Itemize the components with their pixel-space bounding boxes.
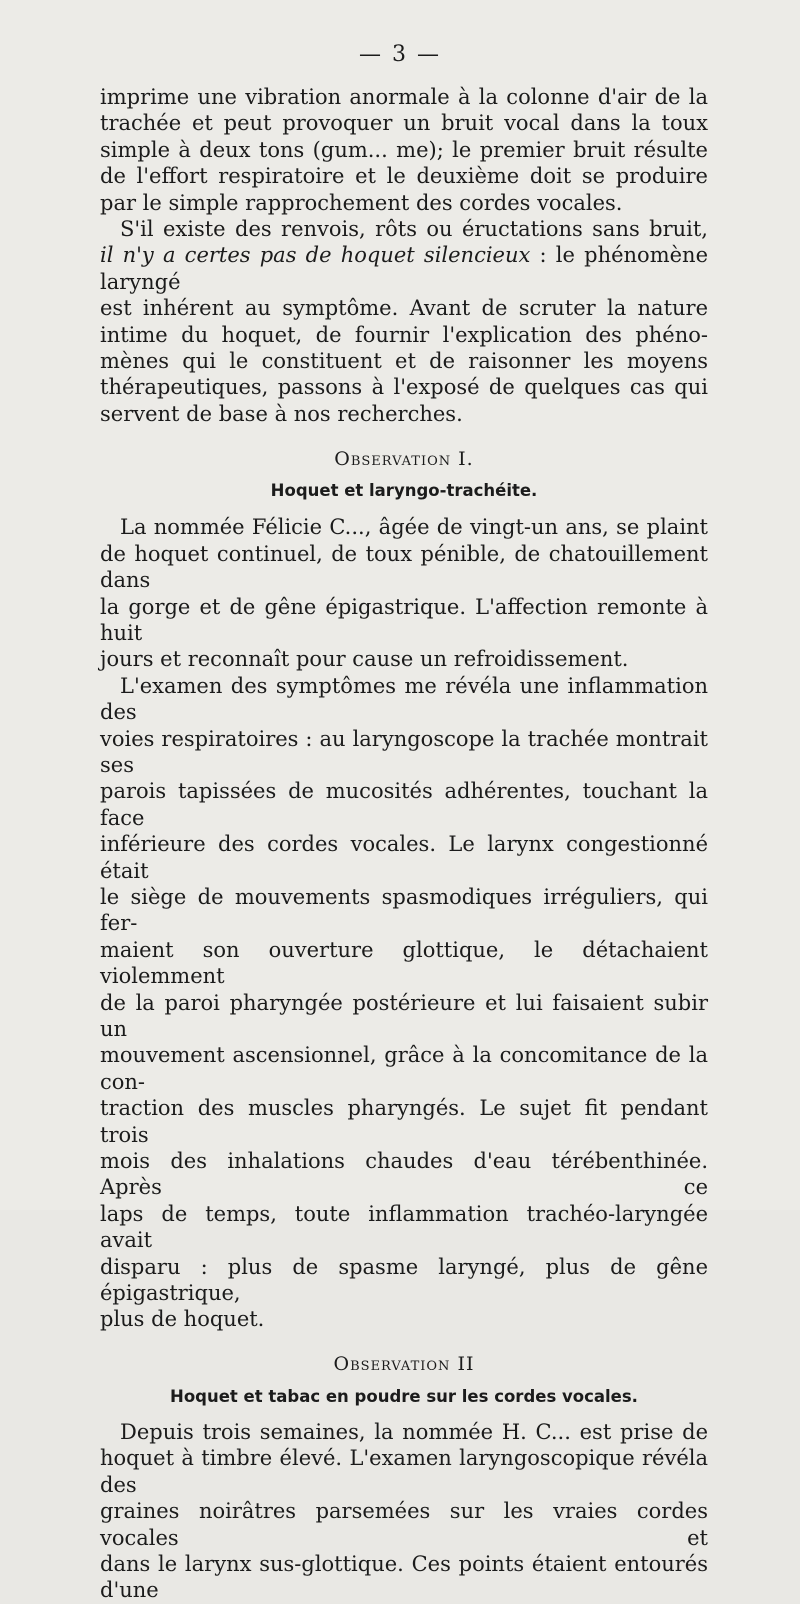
text-line: le siège de mouvements spasmodiques irréguliers, qui fer- (100, 884, 708, 936)
intro-paragraph-1 (100, 84, 708, 216)
text-line: inférieure des cordes vocales. Le larynx congestionné était (100, 832, 708, 883)
text-line: S'il existe des renvois, rôts ou éructations sans bruit, (120, 217, 708, 242)
text-line: plus de hoquet. (100, 1307, 265, 1332)
text-line: de la paroi pharyngée postérieure et lui faisaient subir un (100, 990, 708, 1041)
observation-2-heading: Observation II (333, 1352, 475, 1375)
text-line: de l'effort respiratoire et le deuxième doit se produire (100, 164, 708, 189)
observation-2-paragraph-1 (100, 1419, 708, 1604)
observation-2-subtitle: Hoquet et tabac en poudre sur les cordes vocales. (170, 1386, 638, 1406)
text-line: La nommée Félicie C..., âgée de vingt-un ans, se plaint (120, 515, 708, 540)
text-line-with-emphasis: il n'y a certes pas de hoquet silencieux : le phénomène laryngé (100, 243, 708, 294)
text-line: mois des inhalations chaudes d'eau térébenthinée. Après ce (100, 1149, 708, 1200)
text-line: est inhérent au symptôme. Avant de scruter la nature (100, 296, 708, 321)
text-line: laps de temps, toute inflammation trachéo-laryngée avait (100, 1201, 708, 1253)
text-line: trachée et peut provoquer un bruit vocal dans la toux (100, 111, 708, 136)
observation-1-paragraph-2 (100, 673, 708, 1333)
text-line: disparu : plus de spasme laryngé, plus de gêne épigastrique, (100, 1254, 708, 1306)
text-line: Depuis trois semaines, la nommée H. C... est prise de (120, 1419, 708, 1444)
observation-1-heading: Observation I. (334, 448, 474, 471)
text-line: mènes qui le constituent et de raisonner les moyens (100, 349, 708, 374)
page-number: — 3 — (359, 42, 441, 67)
text-line: dans le larynx sus-glottique. Ces points étaient entourés d'une (100, 1551, 708, 1603)
text-line: intime du hoquet, de fournir l'explication des phéno- (100, 322, 708, 347)
intro-paragraph-2 (100, 216, 708, 427)
text-line: mouvement ascensionnel, grâce à la concomitance de la con- (100, 1043, 708, 1094)
text-line: thérapeutiques, passons à l'exposé de quelques cas qui (100, 375, 708, 400)
text-line: de hoquet continuel, de toux pénible, de chatouillement dans (100, 541, 708, 593)
observation-1-subtitle: Hoquet et laryngo-trachéite. (270, 481, 538, 501)
text-line: simple à deux tons (gum... me); le premier bruit résulte (100, 137, 708, 162)
text-line: jours et reconnaît pour cause un refroidissement. (100, 647, 629, 672)
text-line: hoquet à timbre élevé. L'examen laryngoscopique révéla des (100, 1446, 708, 1497)
text-line: voies respiratoires : au laryngoscope la trachée montrait ses (100, 726, 708, 777)
observation-1-paragraph-1 (100, 514, 708, 672)
text-line: la gorge et de gêne épigastrique. L'affection remonte à huit (100, 594, 708, 645)
text-line: parois tapissées de mucosités adhérentes, touchant la face (100, 779, 708, 830)
text-line: servent de base à nos recherches. (100, 401, 463, 426)
emphasis-text: il n'y a certes pas de hoquet silencieux (100, 243, 531, 268)
text-column (100, 84, 708, 1604)
text-line: imprime une vibration anormale à la colonne d'air de la (100, 85, 708, 109)
text-line: L'examen des symptômes me révéla une inflammation des (100, 673, 708, 725)
text-line: maient son ouverture glottique, le détachaient violemment (100, 937, 708, 989)
text-line: graines noirâtres parsemées sur les vraies cordes vocales et (100, 1499, 708, 1550)
text-line: par le simple rapprochement des cordes vocales. (100, 190, 623, 215)
text-line: traction des muscles pharyngés. Le sujet fit pendant trois (100, 1096, 708, 1147)
